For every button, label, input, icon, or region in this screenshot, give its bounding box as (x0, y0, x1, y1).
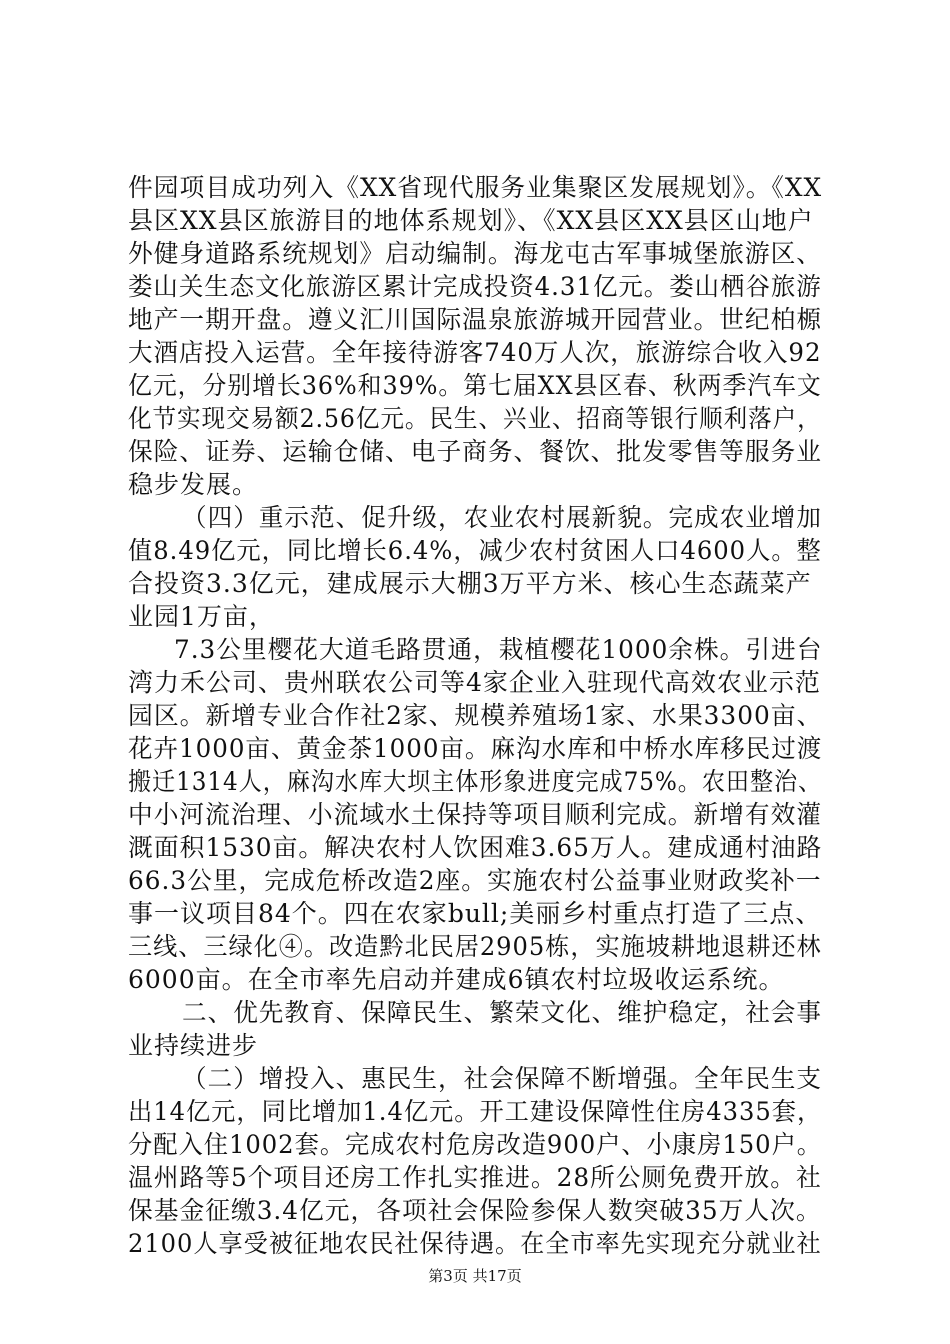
text-line: 合投资3.3亿元，建成展示大棚3万平方米、核心生态蔬菜产 (128, 569, 812, 598)
text-line: （二）增投入、惠民生，社会保障不断增强。全年民生支 (182, 1064, 823, 1093)
text-line: 搬迁1314人，麻沟水库大坝主体形象进度完成75%。农田整治、 (128, 767, 823, 796)
text-line: 大酒店投入运营。全年接待游客740万人次，旅游综合收入92 (128, 338, 822, 367)
text-line: 稳步发展。 (128, 470, 259, 499)
text-line: （四）重示范、促升级，农业农村展新貌。完成农业增加 (182, 503, 823, 532)
text-line: 事一议项目84个。四在农家bull;美丽乡村重点打造了三点、 (128, 899, 822, 928)
text-line: 66.3公里，完成危桥改造2座。实施农村公益事业财政奖补一 (128, 866, 822, 895)
text-line: 业园1万亩， (128, 602, 275, 631)
text-line: 溉面积1530亩。解决农村人饮困难3.65万人。建成通村油路 (128, 833, 823, 862)
text-line: 保险、证券、运输仓储、电子商务、餐饮、批发零售等服务业 (128, 437, 823, 466)
text-line: 三线、三绿化④。改造黔北民居2905栋，实施坡耕地退耕还林 (128, 932, 822, 961)
text-line: 2100人享受被征地农民社保待遇。在全市率先实现充分就业社 (128, 1229, 822, 1258)
text-line: 二、优先教育、保障民生、繁荣文化、维护稳定，社会事 (182, 998, 823, 1027)
text-line: 化节实现交易额2.56亿元。民生、兴业、招商等银行顺利落户， (128, 404, 822, 433)
text-line: 园区。新增专业合作社2家、规模养殖场1家、水果3300亩、 (128, 701, 823, 730)
text-line: 地产一期开盘。遵义汇川国际温泉旅游城开园营业。世纪柏榞 (128, 305, 823, 334)
text-line: 湾力禾公司、贵州联农公司等4家企业入驻现代高效农业示范 (128, 668, 821, 697)
text-line: 值8.49亿元，同比增长6.4%，减少农村贫困人口4600人。整 (128, 536, 822, 565)
text-line: 分配入住1002套。完成农村危房改造900户、小康房150户。 (128, 1130, 823, 1159)
text-line: 业持续进步 (128, 1031, 259, 1060)
text-line: 花卉1000亩、黄金茶1000亩。麻沟水库和中桥水库移民过渡 (128, 734, 823, 763)
text-line: 外健身道路系统规划》启动编制。海龙屯古军事城堡旅游区、 (128, 239, 823, 268)
text-line: 7.3公里樱花大道毛路贯通，栽植樱花1000余株。引进台 (174, 635, 823, 664)
page-footer: 第3页 共17页 (428, 1267, 522, 1285)
text-line: 中小河流治理、小流域水土保持等项目顺利完成。新增有效灌 (128, 800, 823, 829)
text-line: 件园项目成功列入《XX省现代服务业集聚区发展规划》。《XX (128, 173, 823, 202)
text-line: 温州路等5个项目还房工作扎实推进。28所公厕免费开放。社 (128, 1163, 822, 1192)
text-line: 亿元，分别增长36%和39%。第七届XX县区春、秋两季汽车文 (128, 371, 822, 400)
text-line: 保基金征缴3.4亿元，各项社会保险参保人数突破35万人次。 (128, 1196, 822, 1225)
text-line: 娄山关生态文化旅游区累计完成投资4.31亿元。娄山栖谷旅游 (128, 272, 822, 301)
text-line: 县区XX县区旅游目的地体系规划》、《XX县区XX县区山地户 (128, 206, 814, 235)
text-line: 出14亿元，同比增加1.4亿元。开工建设保障性住房4335套， (128, 1097, 823, 1126)
text-line: 6000亩。在全市率先启动并建成6镇农村垃圾收运系统。 (128, 965, 785, 994)
